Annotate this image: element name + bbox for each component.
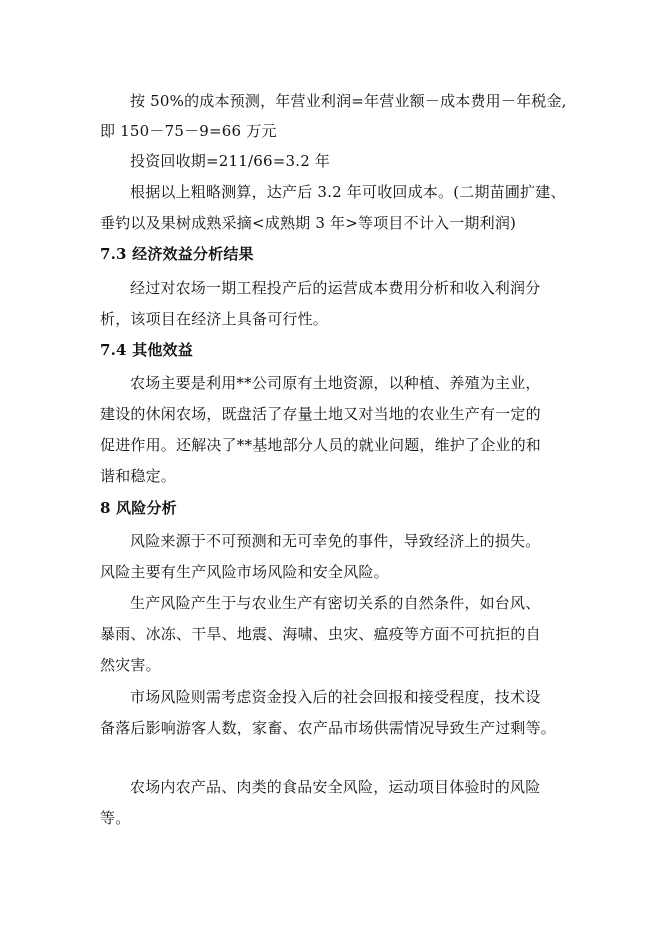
profit-calculation-line: 即 150－75－9=66 万元	[100, 122, 277, 140]
estimate-paragraph-line-1: 根据以上粗略测算，达产后 3.2 年可收回成本。(二期苗圃扩建、	[130, 183, 566, 201]
other-benefits-line-3: 促进作用。还解决了**基地部分人员的就业问题，维护了企业的和	[100, 436, 542, 454]
other-benefits-line-4: 谐和稳定。	[100, 467, 177, 485]
production-risk-line-2: 暴雨、冰冻、干旱、地震、海啸、虫灾、瘟疫等方面不可抗拒的自	[100, 625, 541, 643]
risk-source-line-2: 风险主要有生产风险市场风险和安全风险。	[100, 563, 389, 581]
safety-risk-line-2: 等。	[100, 809, 131, 827]
section-heading-8: 8 风险分析	[100, 499, 177, 517]
economic-result-line-2: 析，该项目在经济上具备可行性。	[100, 310, 329, 328]
profit-formula-line: 按 50%的成本预测，年营业利润=年营业额－成本费用－年税金,	[130, 92, 567, 110]
economic-result-line-1: 经过对农场一期工程投产后的运营成本费用分析和收入利润分	[130, 279, 541, 297]
section-heading-7-4: 7.4 其他效益	[100, 341, 193, 359]
other-benefits-line-2: 建设的休闲农场，既盘活了存量土地又对当地的农业生产有一定的	[100, 405, 541, 423]
other-benefits-line-1: 农场主要是利用**公司原有土地资源，以种植、养殖为主业，	[130, 374, 541, 392]
safety-risk-line-1: 农场内农产品、肉类的食品安全风险，运动项目体验时的风险	[130, 778, 541, 796]
section-heading-7-3: 7.3 经济效益分析结果	[100, 245, 254, 263]
market-risk-line-1: 市场风险则需考虑资金投入后的社会回报和接受程度，技术设	[130, 688, 541, 706]
production-risk-line-3: 然灾害。	[100, 656, 161, 674]
payback-period-line: 投资回收期=211/66=3.2 年	[130, 152, 331, 170]
risk-source-line-1: 风险来源于不可预测和无可幸免的事件，导致经济上的损失。	[130, 532, 541, 550]
production-risk-line-1: 生产风险产生于与农业生产有密切关系的自然条件，如台风、	[130, 594, 541, 612]
market-risk-line-2: 备落后影响游客人数，家畜、农产品市场供需情况导致生产过剩等。	[100, 719, 557, 737]
estimate-paragraph-line-2: 垂钓以及果树成熟采摘<成熟期 3 年>等项目不计入一期利润)	[100, 214, 517, 232]
